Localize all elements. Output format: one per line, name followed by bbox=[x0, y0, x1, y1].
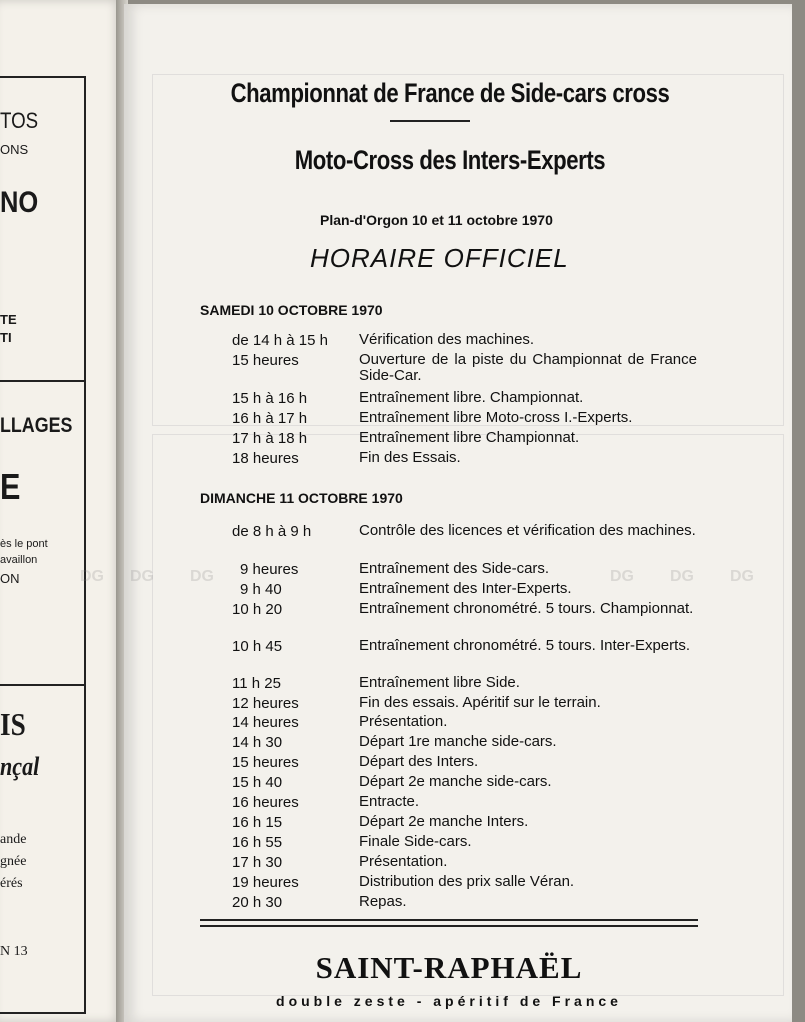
day1-heading: SAMEDI 10 OCTOBRE 1970 bbox=[200, 302, 383, 318]
schedule-time: 19 heures bbox=[232, 874, 299, 891]
schedule-description: Départ des Inters. bbox=[359, 753, 479, 770]
schedule-description: Distribution des prix salle Véran. bbox=[359, 873, 575, 890]
watermark-stamp: DG bbox=[610, 568, 634, 585]
schedule-time: 15 heures bbox=[232, 352, 299, 369]
footer-divider bbox=[200, 925, 698, 927]
schedule-description: Entraînement libre Side. bbox=[359, 674, 520, 691]
schedule-time: 15 heures bbox=[232, 754, 299, 771]
left-page-fragment: ON bbox=[0, 571, 20, 586]
schedule-time: 16 h à 17 h bbox=[232, 410, 308, 427]
schedule-time: 14 heures bbox=[232, 714, 299, 731]
schedule-description: Entraînement des Inter-Experts. bbox=[359, 580, 572, 597]
watermark-stamp: DG bbox=[80, 568, 104, 585]
left-page-fragment: TI bbox=[0, 330, 12, 345]
schedule-time: 15 h 40 bbox=[232, 774, 283, 791]
schedule-time: 16 heures bbox=[232, 794, 299, 811]
schedule-time: 15 h à 16 h bbox=[232, 390, 308, 407]
left-page-fragment: NO bbox=[0, 186, 39, 219]
left-page-fragment: ès le pont bbox=[0, 538, 48, 550]
schedule-description: Départ 1re manche side-cars. bbox=[359, 733, 557, 750]
schedule-description: Repas. bbox=[359, 893, 407, 910]
left-page-fragment: érés bbox=[0, 876, 23, 891]
left-page-fragment: E bbox=[0, 466, 21, 507]
left-page-fragment: TE bbox=[0, 312, 17, 327]
schedule-time: 11 h 25 bbox=[232, 675, 281, 692]
title-divider bbox=[390, 120, 470, 122]
schedule-time: 10 h 20 bbox=[232, 601, 283, 618]
schedule-time: 14 h 30 bbox=[232, 734, 283, 751]
schedule-description: Entracte. bbox=[359, 793, 420, 810]
schedule-description: Entraînement libre Championnat. bbox=[359, 429, 580, 446]
schedule-time: 10 h 45 bbox=[232, 638, 283, 655]
schedule-time: 17 h 30 bbox=[232, 854, 283, 871]
schedule-description: Fin des Essais. bbox=[359, 449, 461, 466]
left-page-fragment: LLAGES bbox=[0, 414, 73, 437]
schedule-description: Présentation. bbox=[359, 713, 448, 730]
schedule-description: Entraînement chronométré. 5 tours. Championnat. bbox=[359, 600, 694, 617]
schedule-heading: HORAIRE OFFICIEL bbox=[310, 243, 569, 273]
day2-heading: DIMANCHE 11 OCTOBRE 1970 bbox=[200, 490, 403, 506]
schedule-description: Finale Side-cars. bbox=[359, 833, 472, 850]
schedule-time: de 8 h à 9 h bbox=[232, 523, 312, 540]
schedule-time: 17 h à 18 h bbox=[232, 430, 308, 447]
left-page-fragment: availlon bbox=[0, 554, 38, 566]
schedule-time: 9 h 40 bbox=[240, 581, 282, 598]
watermark-stamp: DG bbox=[190, 568, 214, 585]
schedule-time: 18 heures bbox=[232, 450, 299, 467]
schedule-time: 20 h 30 bbox=[232, 894, 283, 911]
schedule-time: de 14 h à 15 h bbox=[232, 332, 328, 349]
left-page-fragment: ande bbox=[0, 832, 27, 847]
schedule-time: 9 heures bbox=[240, 561, 299, 578]
place-date: Plan-d'Orgon 10 et 11 octobre 1970 bbox=[320, 212, 553, 228]
left-page-fragment: TOS bbox=[0, 108, 39, 133]
left-page-fragment: nçal bbox=[0, 752, 40, 781]
schedule-description: Entraînement libre Moto-cross I.-Experts. bbox=[359, 409, 633, 426]
schedule-description: Ouverture de la piste du Championnat de France Side-Car. bbox=[359, 351, 697, 384]
schedule-time: 16 h 15 bbox=[232, 814, 283, 831]
schedule-description: Présentation. bbox=[359, 853, 448, 870]
championship-title: Championnat de France de Side-cars cross bbox=[230, 78, 670, 108]
schedule-description: Départ 2e manche Inters. bbox=[359, 813, 529, 830]
schedule-time: 16 h 55 bbox=[232, 834, 283, 851]
left-page-fragment: N 13 bbox=[0, 944, 28, 959]
schedule-description: Entraînement des Side-cars. bbox=[359, 560, 550, 577]
watermark-stamp: DG bbox=[130, 568, 154, 585]
watermark-stamp: DG bbox=[670, 568, 694, 585]
schedule-time: 12 heures bbox=[232, 695, 299, 712]
event-subtitle: Moto-Cross des Inters-Experts bbox=[294, 145, 606, 175]
sponsor-slogan: double zeste - apéritif de France bbox=[276, 993, 622, 1009]
schedule-description: Vérification des machines. bbox=[359, 331, 535, 348]
left-page-fragment: ONS bbox=[0, 142, 29, 157]
schedule-description: Départ 2e manche side-cars. bbox=[359, 773, 552, 790]
left-page-fragment: IS bbox=[0, 706, 26, 742]
schedule-description: Entraînement chronométré. 5 tours. Inter-Experts. bbox=[359, 637, 690, 654]
footer-divider bbox=[200, 919, 698, 921]
watermark-stamp: DG bbox=[730, 568, 754, 585]
schedule-description: Fin des essais. Apéritif sur le terrain. bbox=[359, 694, 601, 711]
schedule-description: Contrôle des licences et vérification des machines. bbox=[359, 522, 696, 539]
sponsor-brand: SAINT-RAPHAËL bbox=[315, 950, 583, 985]
schedule-description: Entraînement libre. Championnat. bbox=[359, 389, 584, 406]
left-page-fragment: gnée bbox=[0, 854, 27, 869]
